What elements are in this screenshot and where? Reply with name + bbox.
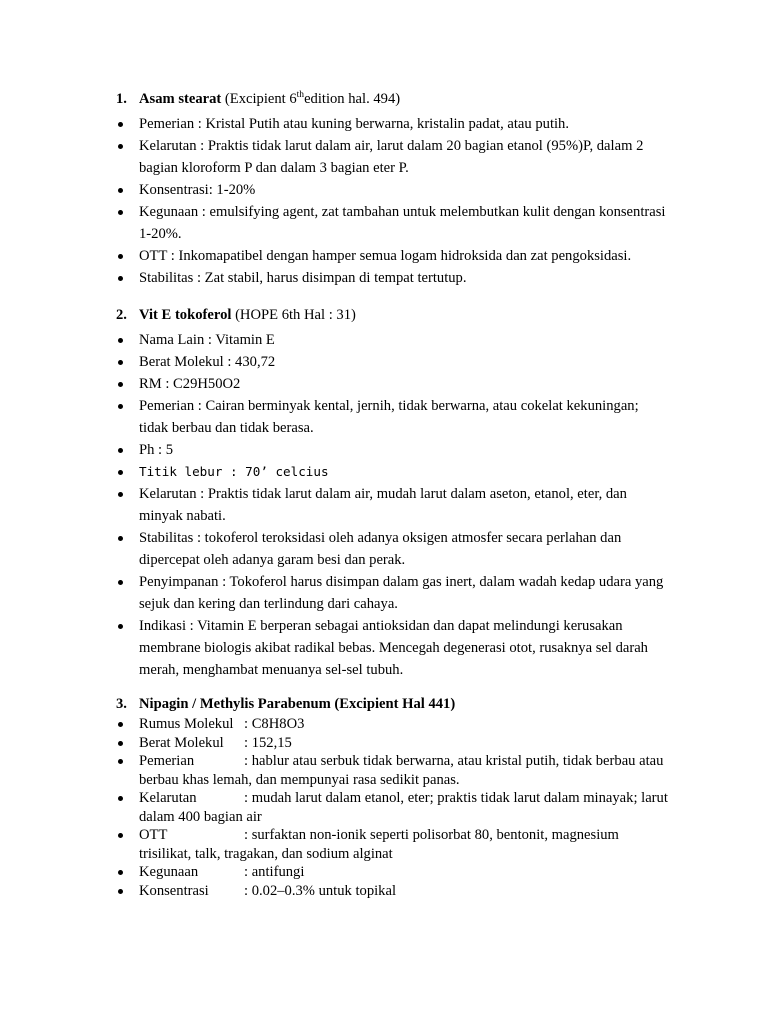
- section-title-line: [139, 307, 356, 324]
- section-reference-sup: th: [296, 90, 305, 100]
- section-number: 2.: [116, 307, 127, 323]
- bullet-icon: [118, 404, 123, 409]
- list-item: Konsentrasi: 1-20%: [0, 179, 669, 201]
- bullet-list: [0, 113, 768, 289]
- list-item: Nama Lain : Vitamin E: [0, 329, 669, 351]
- list-item: Stabilitas : Zat stabil, harus disimpan di tempat tertutup.: [0, 267, 669, 289]
- bullet-icon: [118, 448, 123, 453]
- bullet-icon: [118, 536, 123, 541]
- section-title-line: [139, 696, 455, 713]
- bullet-icon: [118, 870, 123, 875]
- section-heading: [0, 696, 768, 715]
- section-reference: (Excipient 6: [221, 91, 297, 107]
- list-item: Ph : 5: [0, 439, 669, 461]
- bullet-icon: [118, 338, 123, 343]
- list-item: Kelarutan : mudah larut dalam etanol, eter; praktis tidak larut dalam minayak; larut dalam 400 bagian air: [0, 789, 669, 826]
- bullet-icon: [118, 276, 123, 281]
- section-number: 3.: [116, 696, 127, 712]
- bullet-icon: [118, 122, 123, 127]
- bullet-icon: [118, 188, 123, 193]
- bullet-icon: [118, 580, 123, 585]
- bullet-icon: [118, 470, 123, 475]
- list-item: Pemerian : Cairan berminyak kental, jernih, tidak berwarna, atau cokelat kekuningan; tidak berbau dan tidak berasa.: [0, 395, 669, 439]
- section-nipagin: [0, 696, 768, 900]
- list-item: Kegunaan : emulsifying agent, zat tambahan untuk melembutkan kulit dengan konsentrasi 1-20%.: [0, 201, 669, 245]
- bullet-icon: [118, 624, 123, 629]
- section-heading: [0, 91, 768, 113]
- bullet-icon: [118, 741, 123, 746]
- bullet-icon: [118, 759, 123, 764]
- list-item: Pemerian : Kristal Putih atau kuning berwarna, kristalin padat, atau putih.: [0, 113, 669, 135]
- section-number: 1.: [116, 91, 127, 107]
- bullet-icon: [118, 889, 123, 894]
- list-item: Kegunaan : antifungi: [0, 863, 669, 882]
- bullet-icon: [118, 360, 123, 365]
- bullet-icon: [118, 722, 123, 727]
- bullet-icon: [118, 210, 123, 215]
- section-reference-end: edition hal. 494): [304, 91, 401, 107]
- list-item: Kelarutan : Praktis tidak larut dalam air, larut dalam 20 bagian etanol (95%)P, dalam 2 bagian kloroform P dan dalam 3 bagian eter P.: [0, 135, 669, 179]
- list-item: Berat Molekul : 152,15: [0, 734, 669, 753]
- section-vit-e-tokoferol: [0, 307, 768, 681]
- list-item: Pemerian : hablur atau serbuk tidak berwarna, atau kristal putih, tidak berbau atau berbau khas lemah, dan mempunyai rasa sedikit panas.: [0, 752, 669, 789]
- section-title: Vit E tokoferol: [139, 307, 232, 323]
- list-item: Konsentrasi : 0.02–0.3% untuk topikal: [0, 882, 669, 901]
- list-item: OTT : Inkomapatibel dengan hamper semua logam hidroksida dan zat pengoksidasi.: [0, 245, 669, 267]
- list-item: Berat Molekul : 430,72: [0, 351, 669, 373]
- list-item: Penyimpanan : Tokoferol harus disimpan dalam gas inert, dalam wadah kedap udara yang sejuk dan kering dan terlindung dari cahaya.: [0, 571, 669, 615]
- section-title: Nipagin / Methylis Parabenum (Excipient Hal 441): [139, 696, 456, 712]
- list-item: Indikasi : Vitamin E berperan sebagai antioksidan dan dapat melindungi kerusakan membrane biologis akibat radikal bebas. Mencegah degenerasi otot, rusaknya sel darah merah, menghambat menuanya sel-sel tubuh.: [0, 615, 669, 681]
- list-item: OTT : surfaktan non-ionik seperti polisorbat 80, bentonit, magnesium trisilikat, talk, tragakan, dan sodium alginat: [0, 826, 669, 863]
- list-item: Rumus Molekul : C8H8O3: [0, 715, 669, 734]
- section-asam-stearat: [0, 91, 768, 289]
- section-title-line: [139, 91, 400, 108]
- bullet-icon: [118, 796, 123, 801]
- section-reference: (HOPE 6th Hal : 31): [231, 307, 356, 323]
- section-heading: [0, 307, 768, 329]
- bullet-icon: [118, 833, 123, 838]
- bullet-icon: [118, 144, 123, 149]
- section-title: Asam stearat: [139, 91, 222, 107]
- bullet-icon: [118, 492, 123, 497]
- list-item: Stabilitas : tokoferol teroksidasi oleh adanya oksigen atmosfer secara perlahan dan dipercepat oleh adanya garam besi dan perak.: [0, 527, 669, 571]
- bullet-list: [0, 715, 768, 900]
- list-item: RM : C29H50O2: [0, 373, 669, 395]
- bullet-icon: [118, 382, 123, 387]
- bullet-list: [0, 329, 768, 681]
- bullet-icon: [118, 254, 123, 259]
- list-item: Kelarutan : Praktis tidak larut dalam air, mudah larut dalam aseton, etanol, eter, dan minyak nabati.: [0, 483, 669, 527]
- list-item: Titik lebur : 70’ celcius: [0, 461, 669, 483]
